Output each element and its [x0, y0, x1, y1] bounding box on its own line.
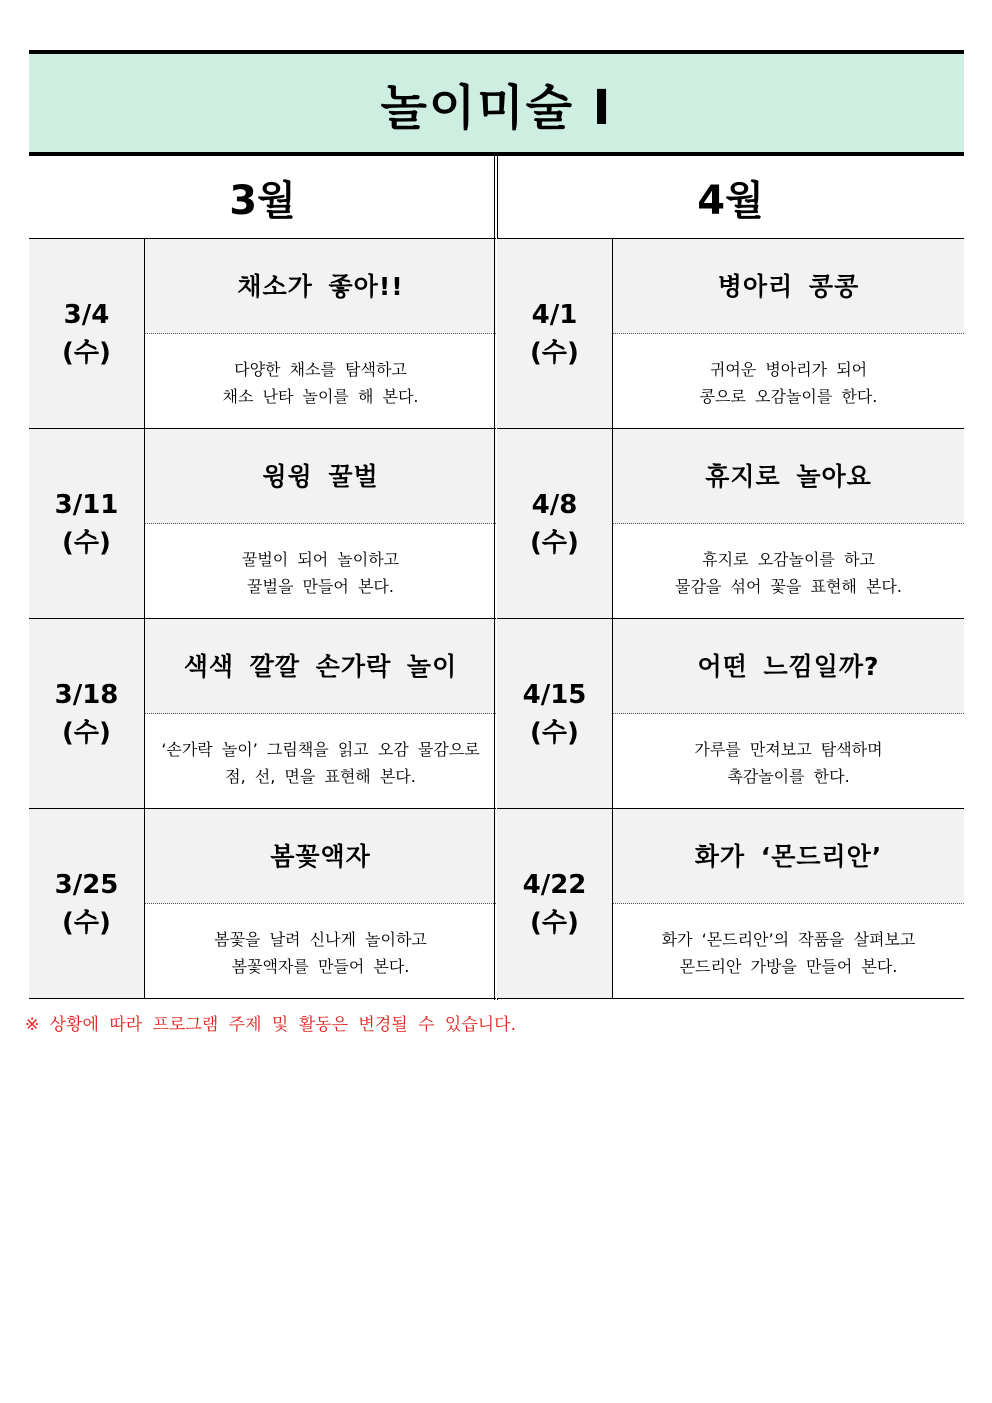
session-description	[145, 334, 496, 428]
session-title: 화가 ‘몬드리안’	[613, 809, 964, 904]
session-day: (수)	[530, 907, 579, 938]
session-date: 3/18	[54, 679, 119, 710]
session-day: (수)	[62, 717, 111, 748]
session-date-cell	[497, 809, 613, 998]
session-day: (수)	[530, 527, 579, 558]
session-description	[613, 714, 964, 808]
session-title: 휴지로 놀아요	[613, 429, 964, 524]
footnote: ※ 상황에 따라 프로그램 주제 및 활동은 변경될 수 있습니다.	[25, 1015, 516, 1035]
schedule-table	[29, 156, 964, 1000]
session-date-cell	[29, 619, 145, 808]
session-title: 색색 깔깔 손가락 놀이	[145, 619, 496, 714]
session-body	[145, 619, 496, 808]
session-date-cell	[29, 429, 145, 618]
session-body	[613, 619, 964, 808]
session-date: 4/15	[522, 679, 587, 710]
page-title: 놀이미술 I	[29, 50, 964, 156]
session-description	[145, 524, 496, 618]
session-description	[145, 904, 496, 998]
month-header: 3월	[29, 156, 496, 239]
session-date-cell	[29, 809, 145, 998]
session-description	[613, 904, 964, 998]
description-line: 귀여운 병아리가 되어	[709, 360, 868, 379]
session-row	[497, 619, 964, 809]
description-line: 다양한 채소를 탐색하고	[234, 360, 407, 379]
session-description	[613, 524, 964, 618]
description-line: 봄꽃액자를 만들어 본다.	[231, 957, 410, 976]
description-line: 봄꽃을 날려 신나게 놀이하고	[214, 930, 427, 949]
session-title: 채소가 좋아!!	[145, 239, 496, 334]
session-body	[613, 809, 964, 998]
session-date-cell	[497, 429, 613, 618]
description-line: 촉감놀이를 한다.	[727, 767, 850, 786]
session-day: (수)	[530, 337, 579, 368]
session-row	[497, 239, 964, 429]
session-title: 병아리 콩콩	[613, 239, 964, 334]
session-row	[497, 429, 964, 619]
session-date-cell	[497, 619, 613, 808]
session-date: 4/8	[531, 489, 578, 520]
session-date-cell	[29, 239, 145, 428]
session-row	[29, 239, 496, 429]
description-line: 가루를 만져보고 탐색하며	[694, 740, 883, 759]
session-date: 3/25	[54, 869, 119, 900]
month-column-march	[29, 156, 496, 1000]
session-description	[613, 334, 964, 428]
session-day: (수)	[62, 337, 111, 368]
session-body	[613, 239, 964, 428]
session-body	[613, 429, 964, 618]
session-body	[145, 809, 496, 998]
description-line: ‘손가락 놀이’ 그림책을 읽고 오감 물감으로	[161, 740, 480, 759]
session-title: 어떤 느낌일까?	[613, 619, 964, 714]
description-line: 화가 ‘몬드리안’의 작품을 살펴보고	[661, 930, 916, 949]
session-date-cell	[497, 239, 613, 428]
session-title: 윙윙 꿀벌	[145, 429, 496, 524]
description-line: 채소 난타 놀이를 해 본다.	[222, 387, 419, 406]
session-row	[29, 619, 496, 809]
session-date: 3/11	[54, 489, 119, 520]
month-column-april	[497, 156, 964, 1000]
session-row	[497, 809, 964, 999]
description-line: 꿀벌을 만들어 본다.	[247, 577, 394, 596]
session-date: 4/1	[531, 299, 578, 330]
description-line: 물감을 섞어 꽃을 표현해 본다.	[675, 577, 902, 596]
session-day: (수)	[530, 717, 579, 748]
description-line: 점, 선, 면을 표현해 본다.	[225, 767, 416, 786]
month-header: 4월	[497, 156, 964, 239]
session-date: 3/4	[63, 299, 110, 330]
session-title: 봄꽃액자	[145, 809, 496, 904]
session-day: (수)	[62, 907, 111, 938]
session-row	[29, 429, 496, 619]
session-row	[29, 809, 496, 999]
description-line: 콩으로 오감놀이를 한다.	[699, 387, 878, 406]
session-description	[145, 714, 496, 808]
session-body	[145, 239, 496, 428]
session-body	[145, 429, 496, 618]
description-line: 휴지로 오감놀이를 하고	[702, 550, 875, 569]
description-line: 꿀벌이 되어 놀이하고	[241, 550, 400, 569]
description-line: 몬드리안 가방을 만들어 본다.	[679, 957, 898, 976]
session-day: (수)	[62, 527, 111, 558]
session-date: 4/22	[522, 869, 587, 900]
